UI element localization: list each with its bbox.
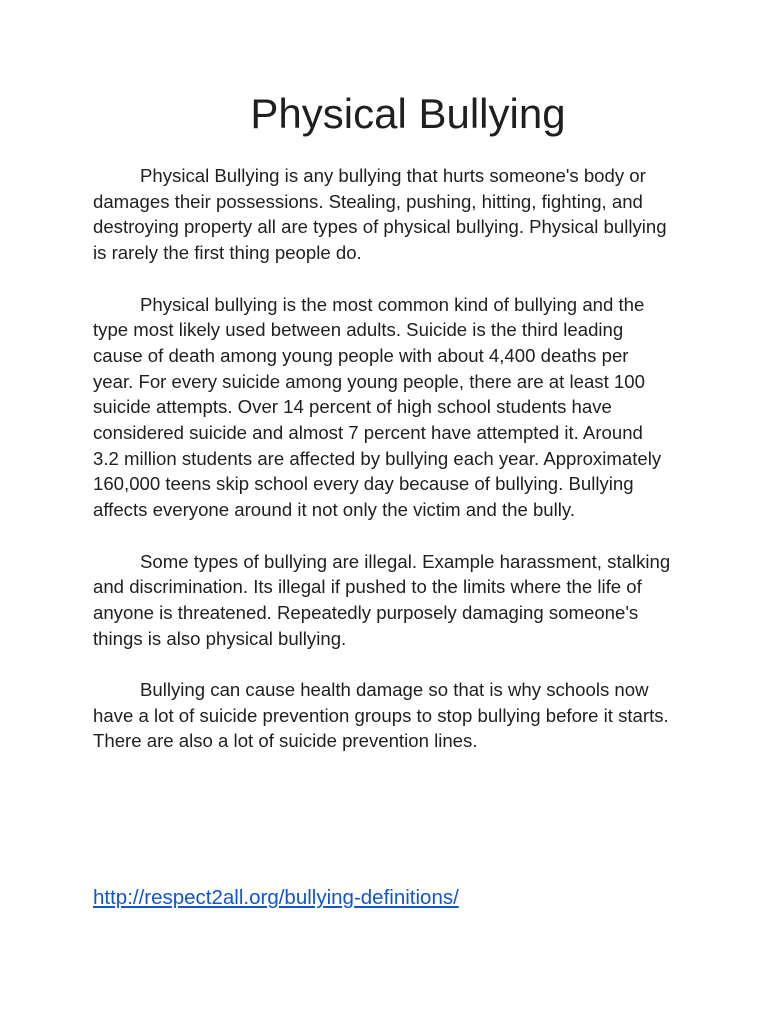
source-link[interactable]: http://respect2all.org/bullying-definitions/ <box>93 886 459 909</box>
paragraph-2: Physical bullying is the most common kind of bullying and the type most likely used between adults. Suicide is the third leading cause of death among young people with about 4,400 deaths per year. For every suicide among young people, there are at least 100 suicide attempts. Over 14 percent of high school students have considered suicide and almost 7 percent have attempted it. Around 3.2 million students are affected by bullying each year. Approximately 160,000 teens skip school every day because of bullying. Bullying affects everyone around it not only the victim and the bully. <box>93 293 662 521</box>
paragraph-4: Bullying can cause health damage so that is why schools now have a lot of suicide prevention groups to stop bullying before it starts. There are also a lot of suicide prevention lines. <box>93 679 669 752</box>
page-title: Physical Bullying <box>250 90 566 137</box>
document-body <box>93 163 673 780</box>
paragraph-3: Some types of bullying are illegal. Example harassment, stalking and discrimination. Its illegal if pushed to the limits where the life of anyone is threatened. Repeatedly purposely damaging someone's things is also physical bullying. <box>93 550 671 649</box>
paragraph-1: Physical Bullying is any bullying that hurts someone's body or damages their possessions. Stealing, pushing, hitting, fighting, and destroying property all are types of physical bullying. Physical bullying is rarely the first thing people do. <box>93 165 667 264</box>
